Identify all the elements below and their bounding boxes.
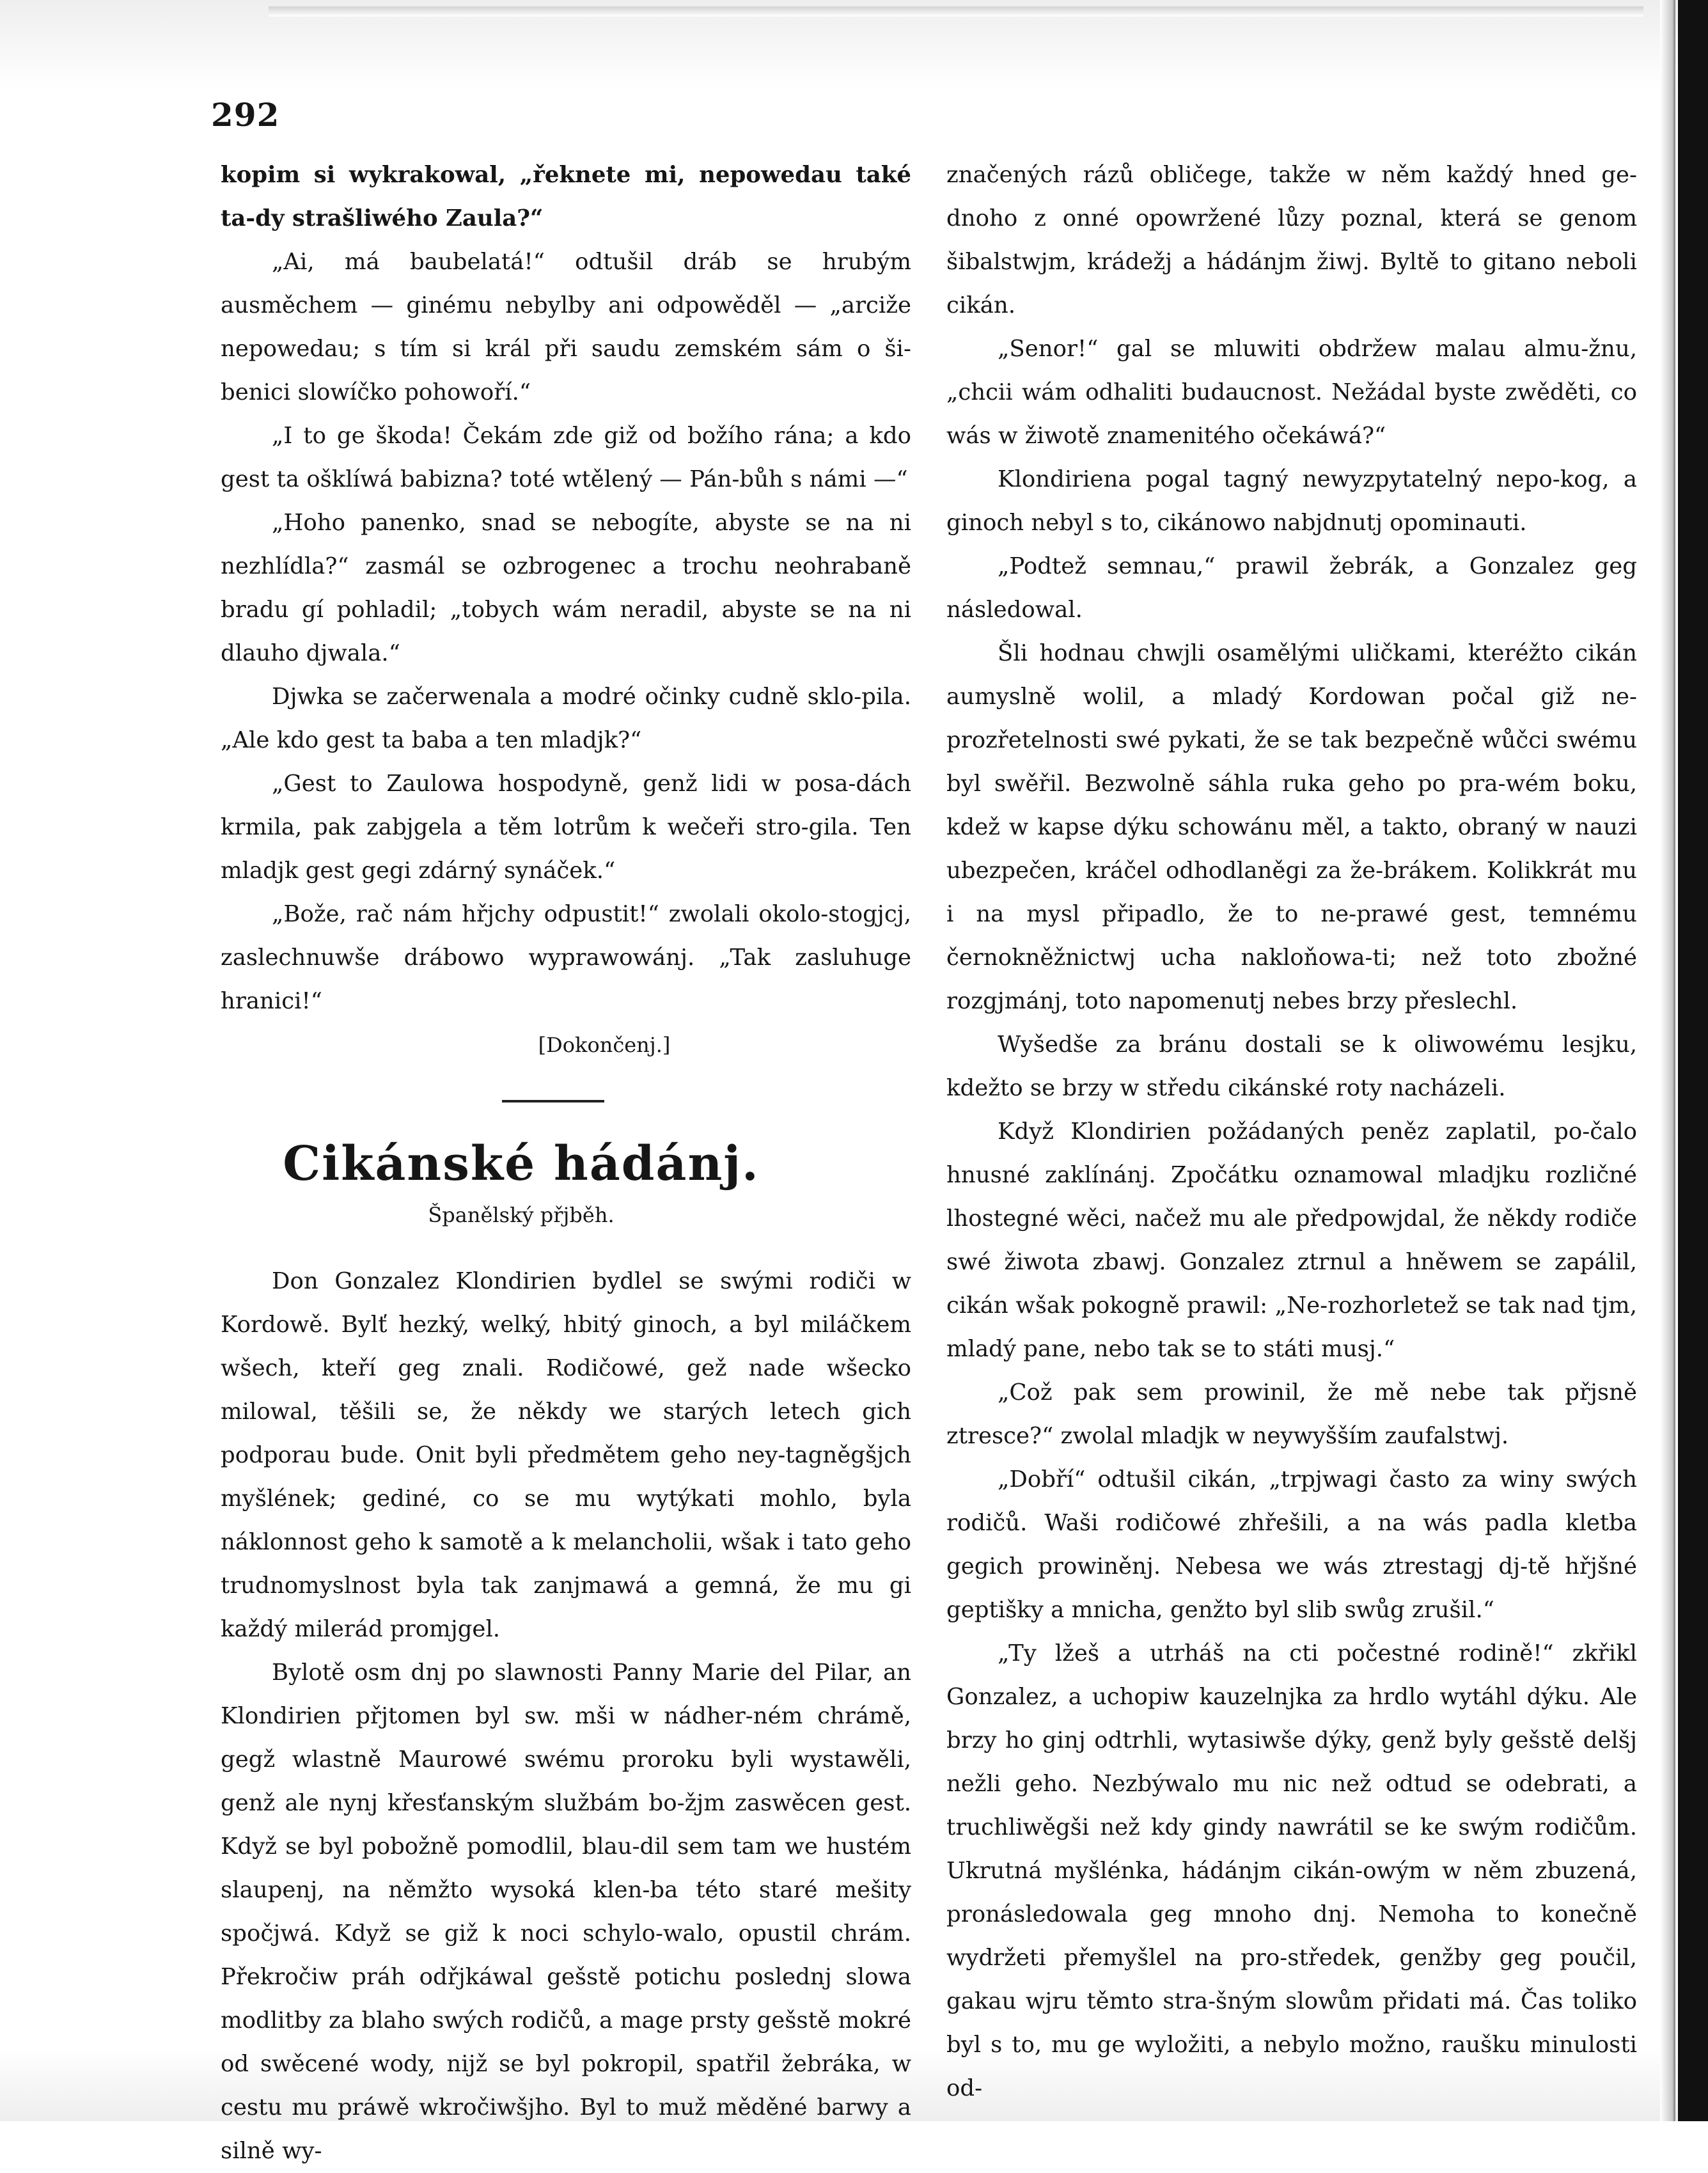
paragraph: „I to ge škoda! Čekám zde giž od božího rána; a kdo gest ta ošklíwá babizna? toté wtělený — Pán-bůh s námi —“ — [221, 423, 911, 492]
article-end-note: [Dokončenj.] — [538, 1033, 671, 1057]
paragraph: „Ty lžeš a utrháš na cti počestné rodině!“ zkřikl Gonzalez, a uchopiw kauzelnjka za hrdlo wytáhl dýku. Ale brzy ho ginj odtrhli, wytasiwše dýky, genž byly gešstě delšj nežli geho. Nezbýwalo mu nic než odtud se odebrati, a truchliwěgši než kdy gindy nawrátil se ke swým rodičům. Ukrutná myšlénka, hádánjm cikán-owým w něm zbuzená, pronásledowala geg mnoho dnj. Nemoha to konečně wydržeti přemyšlel na pro-středek, genžby geg poučil, gakau wjru těmto stra-šným slowům přidati má. Čas toliko byl s to, mu ge wyložiti, a nebylo možno, raušku minulosti od- — [946, 1640, 1637, 2101]
article-subtitle: Španělský přjběh. — [428, 1203, 615, 1227]
scan-border — [1678, 0, 1708, 2121]
right-column — [946, 153, 1637, 2110]
paragraph: Bylotě osm dnj po slawnosti Panny Marie del Pilar, an Klondirien přjtomen byl sw. mši w nádher-ném chrámě, gegž wlastně Maurowé swému proroku byli wystawěli, genž ale nynj křesťanským službám bo-žjm zaswěcen gest. Když se byl pobožně pomodlil, blau-dil sem tam we hustém slaupenj, na němžto wysoká klen-ba této staré mešity spočjwá. Když se giž k noci schylo-walo, opustil chrám. Překročiw práh odřjkáwal gešstě potichu poslednj slowa modlitby za blaho swých rodičů, a mage prsty gešstě mokré od swěcené wody, nijž se byl pokropil, spatřil žebráka, w cestu mu práwě wkročiwšjho. Byl to muž měděné barwy a silně wy- — [221, 1659, 911, 2164]
paragraph: Když Klondirien požádaných peněz zaplatil, po-čalo hnusné zaklínánj. Zpočátku oznamowal mladjku rozličné lhostegné wěci, načež mu ale předpowjdal, že někdy rodiče swé žiwota zbawj. Gonzalez ztrnul a hněwem se zapálil, cikán wšak pokogně prawil: „Ne-rozhorletež se tak nad tjm, mladý pane, nebo tak se to státi musj.“ — [946, 1118, 1637, 1362]
paragraph: „Ai, má baubelatá!“ odtušil dráb se hrubým ausměchem — ginému nebylby ani odpowěděl — „arciže nepowedau; s tím si král při saudu zemském sám o ši-benici slowíčko pohowoří.“ — [221, 249, 911, 405]
paragraph: Djwka se začerwenala a modré očinky cudně sklo-pila. „Ale kdo gest ta baba a ten mladjk?“ — [221, 684, 911, 753]
paragraph: Šli hodnau chwjli osamělými uličkami, kteréžto cikán aumyslně wolil, a mladý Kordowan počal giž ne-prozřetelnosti swé pykati, že se tak bezpečně wůčci swému byl swěřil. Bezwolně sáhla ruka geho po pra-wém boku, kdež w kapse dýku schowánu měl, a takto, obraný w nauzi ubezpečen, kráčel odhodlaněgi za že-brákem. Kolikkrát mu i na mysl připadlo, že to ne-prawé gest, temnému černokněžnictwj ucha nakloňowa-ti; než toto zbožné rozgjmánj, toto napomenutj nebes brzy přeslechl. — [946, 640, 1637, 1014]
paragraph: „Senor!“ gal se mluwiti obdržew malau almu-žnu, „chcii wám odhaliti budaucnost. Nežádal byste zwěděti, co wás w žiwotě znamenitého očekáwá?“ — [946, 336, 1637, 449]
article-title: Cikánské hádánj. — [283, 1136, 760, 1191]
page-top-edge — [269, 6, 1643, 17]
page-gutter-shadow — [1660, 0, 1675, 2121]
left-column — [221, 153, 911, 2173]
paragraph: Klondiriena pogal tagný newyzpytatelný nepo-kog, a ginoch nebyl s to, cikánowo nabjdnutj opominauti. — [946, 466, 1637, 536]
section-divider — [502, 1100, 604, 1102]
paragraph: „Bože, rač nám hřjchy odpustit!“ zwolali okolo-stogjcj, zaslechnuwše drábowo wyprawowánj. „Tak zasluhuge hranici!“ — [221, 901, 911, 1014]
paragraph: Don Gonzalez Klondirien bydlel se swými rodiči w Kordowě. Bylť hezký, welký, hbitý ginoch, a byl miláčkem wšech, kteří geg znali. Rodičowé, gež nade wšecko milowal, těšili se, že někdy we starých letech gich podporau bude. Onit byli předmětem geho ney-tagněgšjch myšlének; gediné, co se mu wytýkati mohlo, byla náklonnost geho k samotě a k melancholii, wšak i tato geho trudnomyslnost byla tak zanjmawá a gemná, že mu gi každý milerád promjgel. — [221, 1268, 911, 1642]
paragraph: značených rázů obličege, takže w něm každý hned ge-dnoho z onné opowržené lůzy poznal, která se genom šibalstwjm, krádežj a hádánjm žiwj. Byltě to gitano neboli cikán. — [946, 162, 1637, 318]
paragraph: Wyšedše za bránu dostali se k oliwowému lesjku, kdežto se brzy w středu cikánské roty nacházeli. — [946, 1032, 1637, 1101]
paragraph: „Což pak sem prowinil, že mě nebe tak přjsně ztresce?“ zwolal mladjk w neywyšším zaufalstwj. — [946, 1379, 1637, 1449]
paragraph: „Hoho panenko, snad se nebogíte, abyste se na ni nezhlídla?“ zasmál se ozbrogenec a trochu neohrabaně bradu gí pohladil; „tobych wám neradil, abyste se na ni dlauho djwala.“ — [221, 510, 911, 666]
paragraph: „Gest to Zaulowa hospodyně, genž lidi w posa-dách krmila, pak zabjgela a těm lotrům k wečeři stro-gila. Ten mladjk gest gegi zdárný synáček.“ — [221, 771, 911, 884]
paragraph: kopim si wykrakowal, „řeknete mi, nepowedau také ta-dy strašliwého Zaula?“ — [221, 162, 911, 231]
paragraph: „Dobří“ odtušil cikán, „trpjwagi často za winy swých rodičů. Waši rodičowé zhřešili, a na wás padla kletba gegich prowiněnj. Nebesa we wás ztrestagj dj-tě hřjšné geptišky a mnicha, genžto byl slib swůg zrušil.“ — [946, 1466, 1637, 1623]
page-number: 292 — [211, 96, 280, 134]
paragraph: „Podtež semnau,“ prawil žebrák, a Gonzalez geg následowal. — [946, 553, 1637, 623]
